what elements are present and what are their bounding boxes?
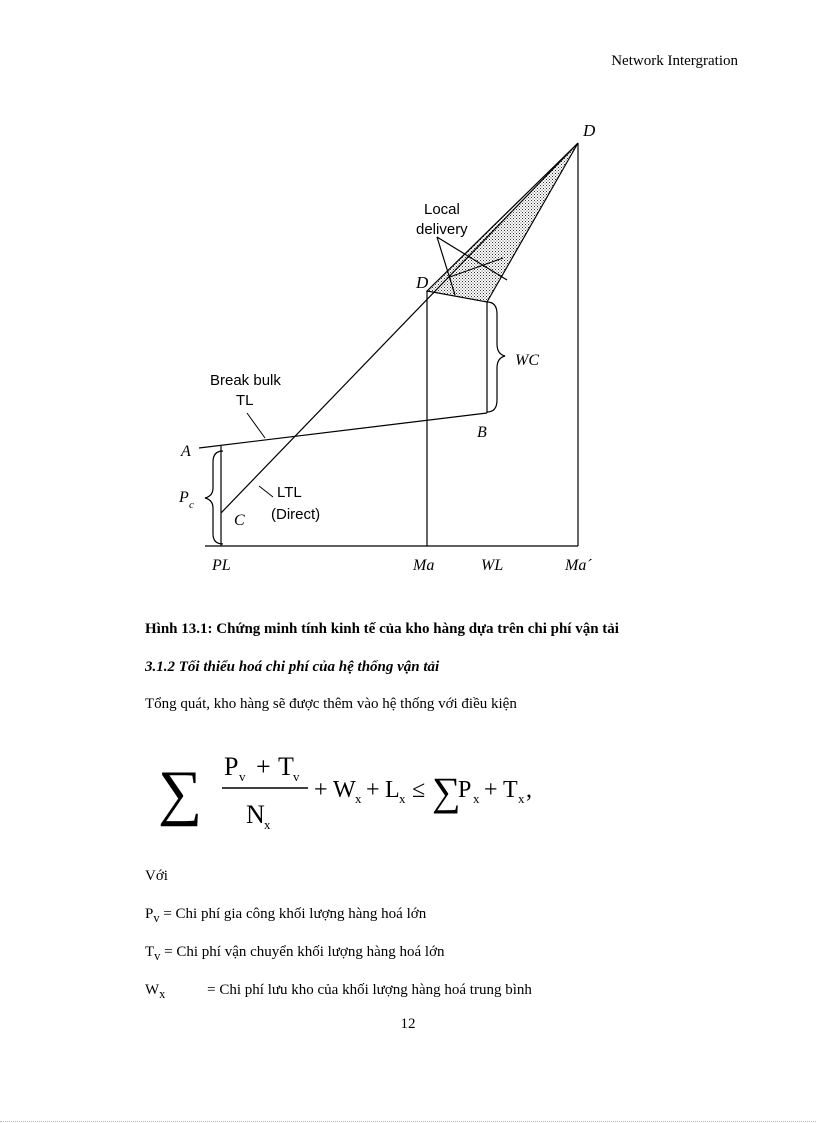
svg-text:∑: ∑ bbox=[158, 759, 203, 827]
svg-text:Break bulk: Break bulk bbox=[210, 372, 281, 389]
svg-text:B: B bbox=[477, 424, 487, 441]
definition-wx: $W_x$ = Chi phí lưu kho của khối lượng hàng hoá trung bình bbox=[145, 982, 532, 1001]
svg-text:,: , bbox=[526, 777, 532, 803]
section-title: 3.1.2 Tối thiểu hoá chi phí của hệ thống vận tải bbox=[145, 659, 440, 675]
definition-pv: $P_v$ = Chi phí gia công khối lượng hàng hoá lớn bbox=[145, 906, 427, 925]
svg-text:C: C bbox=[234, 512, 245, 529]
svg-text:v: v bbox=[293, 769, 300, 784]
svg-text:W: W bbox=[333, 777, 356, 803]
svg-text:PL: PL bbox=[212, 557, 231, 574]
svg-text:A: A bbox=[181, 443, 191, 460]
svg-text:c: c bbox=[189, 499, 194, 511]
svg-text:P: P bbox=[458, 777, 472, 803]
svg-text:∑: ∑ bbox=[432, 769, 461, 814]
ltl-pointer bbox=[259, 486, 273, 497]
svg-text:D: D bbox=[416, 273, 429, 292]
cost-formula bbox=[158, 745, 578, 845]
svg-text:D: D bbox=[583, 121, 596, 140]
svg-text:x: x bbox=[518, 791, 525, 806]
svg-text:LTL: LTL bbox=[277, 484, 302, 501]
svg-text:(Direct): (Direct) bbox=[271, 506, 321, 523]
svg-text:+: + bbox=[366, 777, 380, 803]
svg-text:N: N bbox=[246, 800, 265, 829]
svg-text:v: v bbox=[239, 769, 246, 784]
svg-text:TL: TL bbox=[236, 392, 254, 409]
wc-brace bbox=[487, 302, 505, 412]
svg-text:P: P bbox=[224, 752, 239, 781]
transport-cost-diagram bbox=[165, 110, 635, 580]
intro-paragraph: Tổng quát, kho hàng sẽ được thêm vào hệ thống với điều kiện bbox=[145, 696, 517, 712]
svg-text:x: x bbox=[473, 791, 480, 806]
break-bulk-pointer bbox=[247, 413, 265, 438]
svg-text:T: T bbox=[278, 752, 294, 781]
svg-text:Ma: Ma bbox=[413, 557, 435, 574]
svg-text:+: + bbox=[484, 777, 498, 803]
page-number: 12 bbox=[400, 1016, 416, 1032]
svg-text:P: P bbox=[179, 489, 189, 506]
svg-text:WC: WC bbox=[515, 352, 539, 369]
svg-text:Ma´: Ma´ bbox=[565, 557, 592, 574]
svg-text:x: x bbox=[264, 817, 271, 832]
svg-text:x: x bbox=[399, 791, 406, 806]
break-bulk-tl-line bbox=[199, 413, 487, 448]
svg-text:L: L bbox=[385, 777, 400, 803]
definition-tv: $T_v$ = Chi phí vận chuyển khối lượng hàng hoá lớn bbox=[145, 944, 445, 963]
svg-text:x: x bbox=[355, 791, 362, 806]
svg-text:delivery: delivery bbox=[416, 221, 468, 238]
svg-text:≤: ≤ bbox=[412, 777, 426, 803]
ltl-direct-line bbox=[221, 143, 578, 513]
svg-text:+: + bbox=[314, 777, 328, 803]
with-label: Với bbox=[145, 868, 168, 884]
svg-text:WL: WL bbox=[481, 557, 504, 574]
svg-text:T: T bbox=[503, 777, 518, 803]
page-header: Network Intergration bbox=[611, 53, 738, 69]
page-bottom-divider bbox=[0, 1121, 816, 1122]
svg-text:+: + bbox=[256, 752, 271, 781]
pc-brace bbox=[205, 451, 223, 544]
svg-text:Local: Local bbox=[424, 201, 460, 218]
figure-caption: Hình 13.1: Chứng minh tính kinh tế của kho hàng dựa trên chi phí vận tải bbox=[145, 621, 619, 637]
